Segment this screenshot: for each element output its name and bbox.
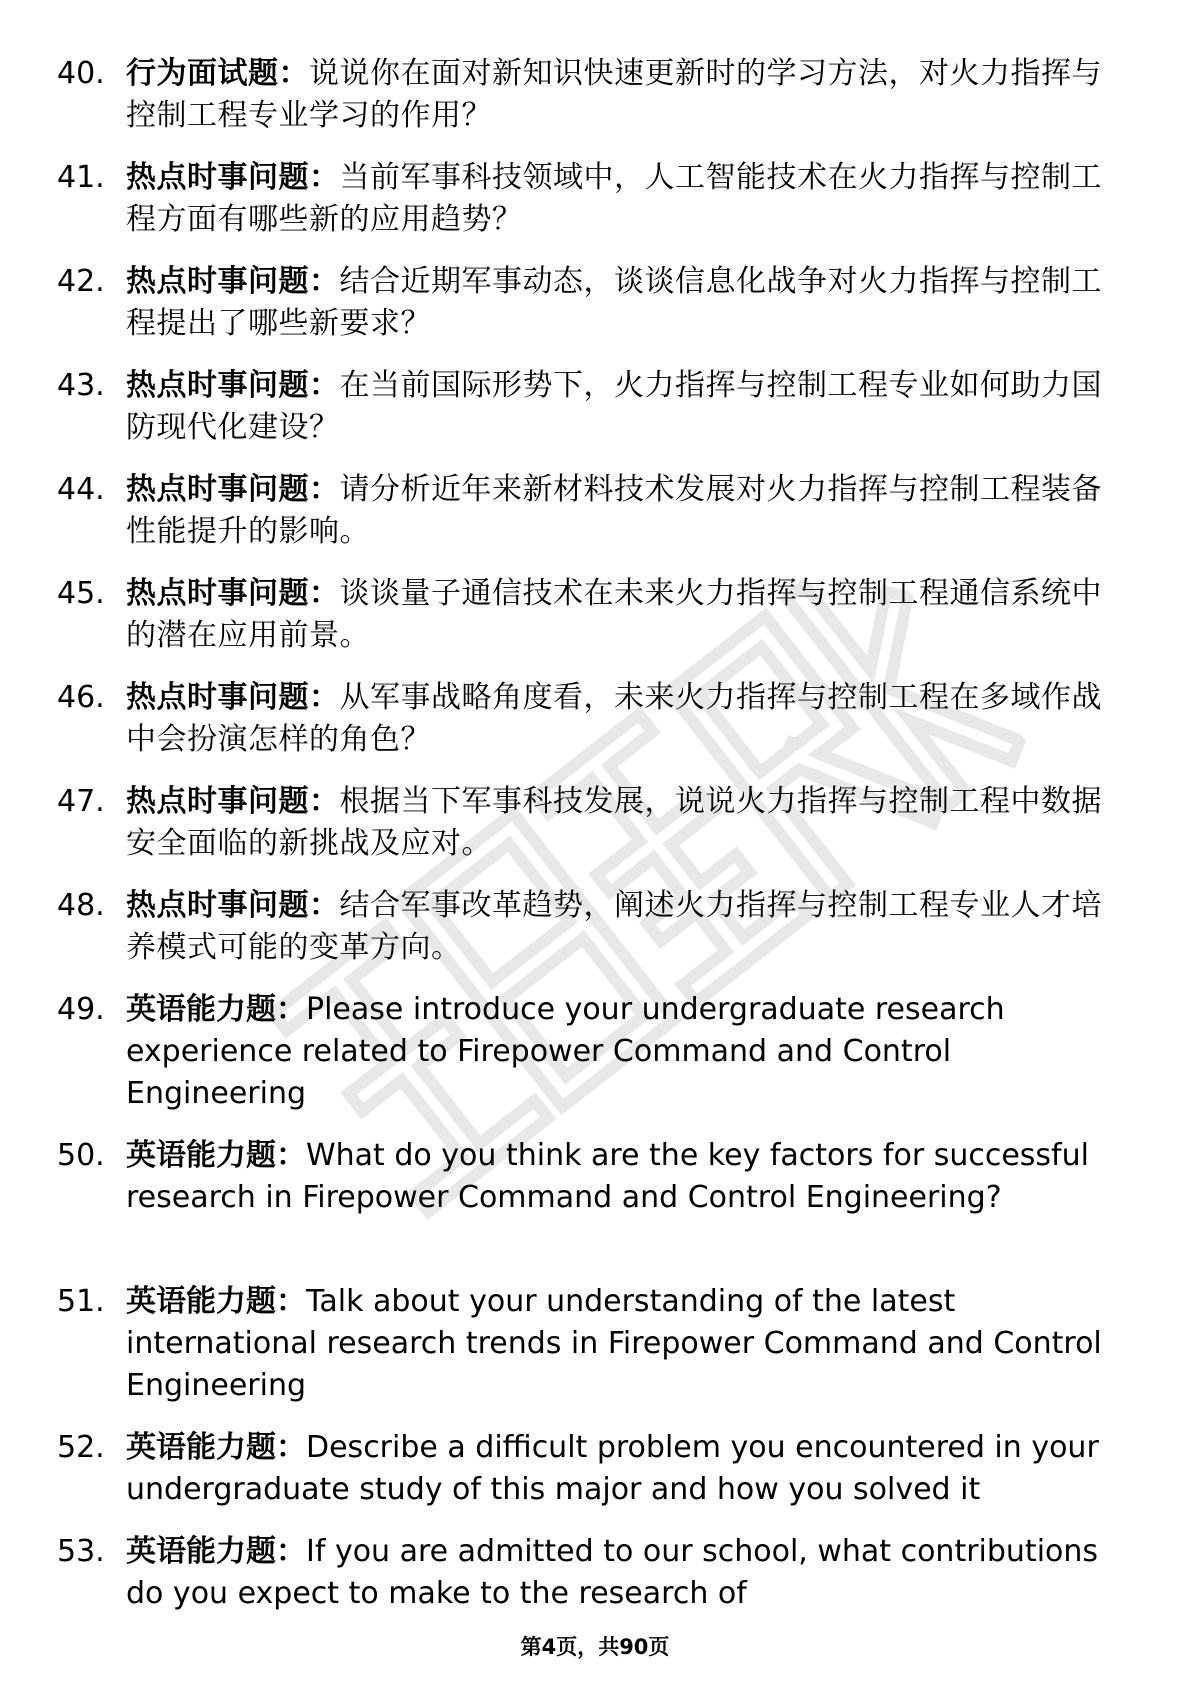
question-category: 热点时事问题：: [126, 472, 340, 507]
question-body: [126, 157, 1111, 241]
question-number: 42.: [57, 264, 105, 299]
question-body: [126, 53, 1111, 137]
question-number: 40.: [57, 56, 105, 91]
question-body: [126, 885, 1111, 969]
question-body: [126, 1531, 1111, 1615]
question-body: [126, 989, 1111, 1115]
page-footer: 第4页，共90页: [520, 1635, 670, 1659]
question-category: 热点时事问题：: [126, 680, 340, 715]
question-category: 热点时事问题：: [126, 888, 340, 923]
question-text: 从军事战略角度看，未来火力指挥与控制工程在多域作战中会扮演怎样的角色？: [126, 680, 1102, 757]
question-number: 44.: [57, 472, 105, 507]
question-number: 43.: [57, 368, 105, 403]
question-number: 41.: [57, 160, 105, 195]
question-number: 46.: [57, 680, 105, 715]
question-text: 说说你在面对新知识快速更新时的学习方法，对火力指挥与控制工程专业学习的作用？: [126, 56, 1102, 133]
question-body: [126, 1427, 1111, 1511]
question-body: [126, 1135, 1111, 1219]
question-number: 52.: [57, 1430, 105, 1465]
question-body: [126, 261, 1111, 345]
question-body: [126, 1281, 1111, 1407]
question-text: Describe a difficult problem you encountered in your undergraduate study of this major and how you solved it: [126, 1430, 1099, 1507]
question-body: [126, 573, 1111, 657]
question-number: 51.: [57, 1284, 105, 1319]
question-category: 英语能力题：: [126, 992, 306, 1027]
question-text: 结合军事改革趋势，阐述火力指挥与控制工程专业人才培养模式可能的变革方向。: [126, 888, 1102, 965]
question-text: 谈谈量子通信技术在未来火力指挥与控制工程通信系统中的潜在应用前景。: [126, 576, 1102, 653]
question-category: 英语能力题：: [126, 1534, 306, 1569]
question-text: 结合近期军事动态，谈谈信息化战争对火力指挥与控制工程提出了哪些新要求？: [126, 264, 1102, 341]
question-number: 47.: [57, 784, 105, 819]
question-text: Please introduce your undergraduate research experience related to Firepower Command and Control Engineering: [126, 992, 1005, 1111]
question-number: 50.: [57, 1138, 105, 1173]
question-category: 热点时事问题：: [126, 264, 340, 299]
question-text: 当前军事科技领域中，人工智能技术在火力指挥与控制工程方面有哪些新的应用趋势？: [126, 160, 1102, 237]
question-category: 英语能力题：: [126, 1284, 306, 1319]
question-category: 英语能力题：: [126, 1138, 306, 1173]
question-text: 请分析近年来新材料技术发展对火力指挥与控制工程装备性能提升的影响。: [126, 472, 1102, 549]
question-category: 行为面试题：: [126, 56, 309, 91]
question-body: [126, 677, 1111, 761]
question-text: 根据当下军事科技发展，说说火力指挥与控制工程中数据安全面临的新挑战及应对。: [126, 784, 1102, 861]
question-category: 热点时事问题：: [126, 368, 340, 403]
question-body: [126, 365, 1111, 449]
question-body: [126, 781, 1111, 865]
question-body: [126, 469, 1111, 553]
question-category: 热点时事问题：: [126, 576, 340, 611]
question-number: 45.: [57, 576, 105, 611]
question-category: 热点时事问题：: [126, 160, 340, 195]
question-text: If you are admitted to our school, what contributions do you expect to make to the research of: [126, 1534, 1099, 1611]
question-text: Talk about your understanding of the latest international research trends in Firepower Command and Control Engineering: [126, 1284, 1102, 1403]
question-text: What do you think are the key factors for successful research in Firepower Command and Control Engineering?: [126, 1138, 1089, 1215]
question-number: 48.: [57, 888, 105, 923]
question-text: 在当前国际形势下，火力指挥与控制工程专业如何助力国防现代化建设？: [126, 368, 1102, 445]
question-category: 热点时事问题：: [126, 784, 340, 819]
question-number: 49.: [57, 992, 105, 1027]
question-number: 53.: [57, 1534, 105, 1569]
question-category: 英语能力题：: [126, 1430, 306, 1465]
